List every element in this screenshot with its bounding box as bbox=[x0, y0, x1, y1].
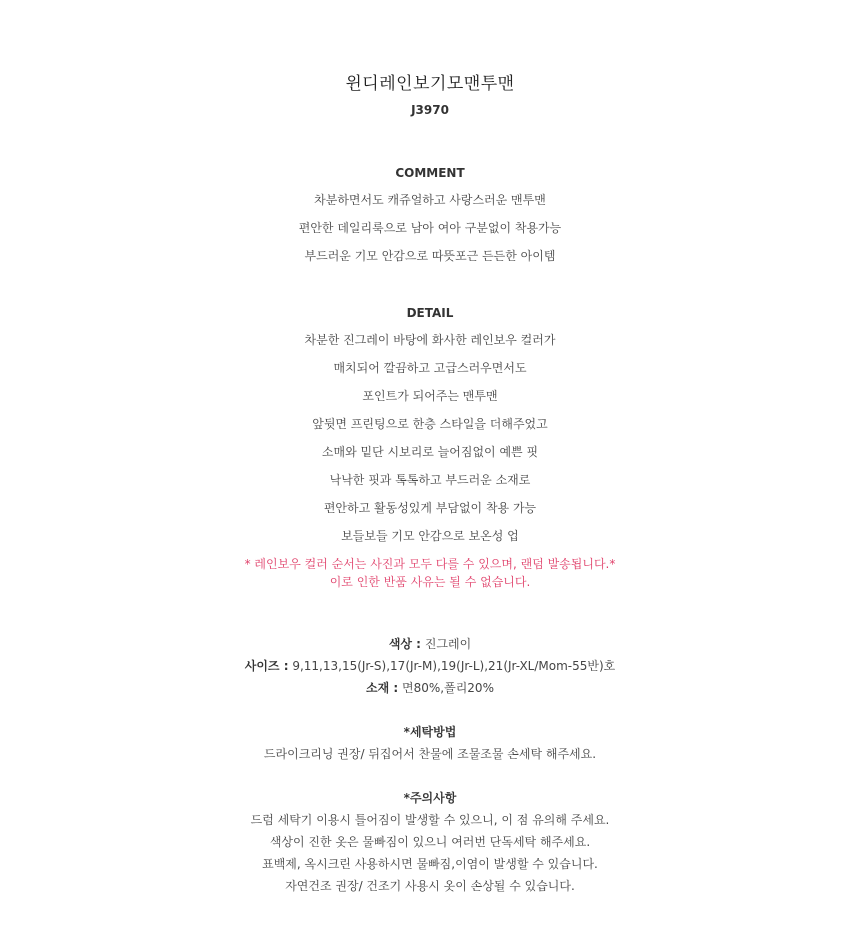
washing-line: 드라이크리닝 권장/ 뒤집어서 찬물에 조물조물 손세탁 해주세요. bbox=[263, 747, 597, 761]
detail-line: 포인트가 되어주는 맨투맨 bbox=[362, 389, 498, 403]
spec-material-label: 소재 : bbox=[366, 681, 399, 695]
comment-heading: COMMENT bbox=[395, 166, 465, 180]
product-code: J3970 bbox=[411, 103, 449, 117]
detail-heading: DETAIL bbox=[406, 306, 454, 320]
spec-color-label: 색상 : bbox=[388, 637, 421, 651]
comment-line: 차분하면서도 캐쥬얼하고 사랑스러운 맨투맨 bbox=[314, 193, 546, 207]
spec-color bbox=[0, 636, 860, 652]
caution-heading: *주의사항 bbox=[403, 791, 457, 805]
caution-line: 자연건조 권장/ 건조기 사용시 옷이 손상될 수 있습니다. bbox=[285, 879, 575, 893]
caution-line: 표백제, 옥시크린 사용하시면 물빠짐,이염이 발생할 수 있습니다. bbox=[262, 857, 598, 871]
spec-material bbox=[0, 680, 860, 696]
spec-size-label: 사이즈 : bbox=[244, 659, 289, 673]
random-notice: * 레인보우 컬러 순서는 사진과 모두 다를 수 있으며, 랜덤 발송됩니다.* bbox=[244, 557, 616, 571]
product-title: 윈디레인보기모맨투맨 bbox=[345, 74, 515, 94]
spec-color-value: 진그레이 bbox=[424, 637, 472, 651]
spec-size-value: 9,11,13,15(Jr-S),17(Jr-M),19(Jr-L),21(Jr-XL/Mom-55반)호 bbox=[292, 659, 616, 673]
spec-material-value: 면80%,폴리20% bbox=[402, 681, 494, 695]
caution-line: 색상이 진한 옷은 물빠짐이 있으니 여러번 단독세탁 해주세요. bbox=[269, 835, 591, 849]
detail-line: 낙낙한 핏과 톡톡하고 부드러운 소재로 bbox=[329, 473, 531, 487]
washing-heading: *세탁방법 bbox=[403, 725, 457, 739]
comment-line: 편안한 데일리룩으로 남아 여아 구분없이 착용가능 bbox=[298, 221, 562, 235]
return-notice: 이로 인한 반품 사유는 될 수 없습니다. bbox=[329, 575, 531, 589]
detail-line: 매치되어 깔끔하고 고급스러우면서도 bbox=[333, 361, 527, 375]
caution-line: 드럼 세탁기 이용시 틀어짐이 발생할 수 있으니, 이 점 유의해 주세요. bbox=[250, 813, 610, 827]
spec-size bbox=[0, 658, 860, 674]
comment-line: 부드러운 기모 안감으로 따뜻포근 든든한 아이템 bbox=[304, 249, 556, 263]
detail-line: 앞뒷면 프린팅으로 한층 스타일을 더해주었고 bbox=[312, 417, 548, 431]
detail-line: 편안하고 활동성있게 부담없이 착용 가능 bbox=[323, 501, 537, 515]
detail-line: 소매와 밑단 시보리로 늘어짐없이 예쁜 핏 bbox=[321, 445, 539, 459]
detail-line: 차분한 진그레이 바탕에 화사한 레인보우 컬러가 bbox=[304, 333, 556, 347]
detail-line: 보들보들 기모 안감으로 보온성 업 bbox=[341, 529, 519, 543]
